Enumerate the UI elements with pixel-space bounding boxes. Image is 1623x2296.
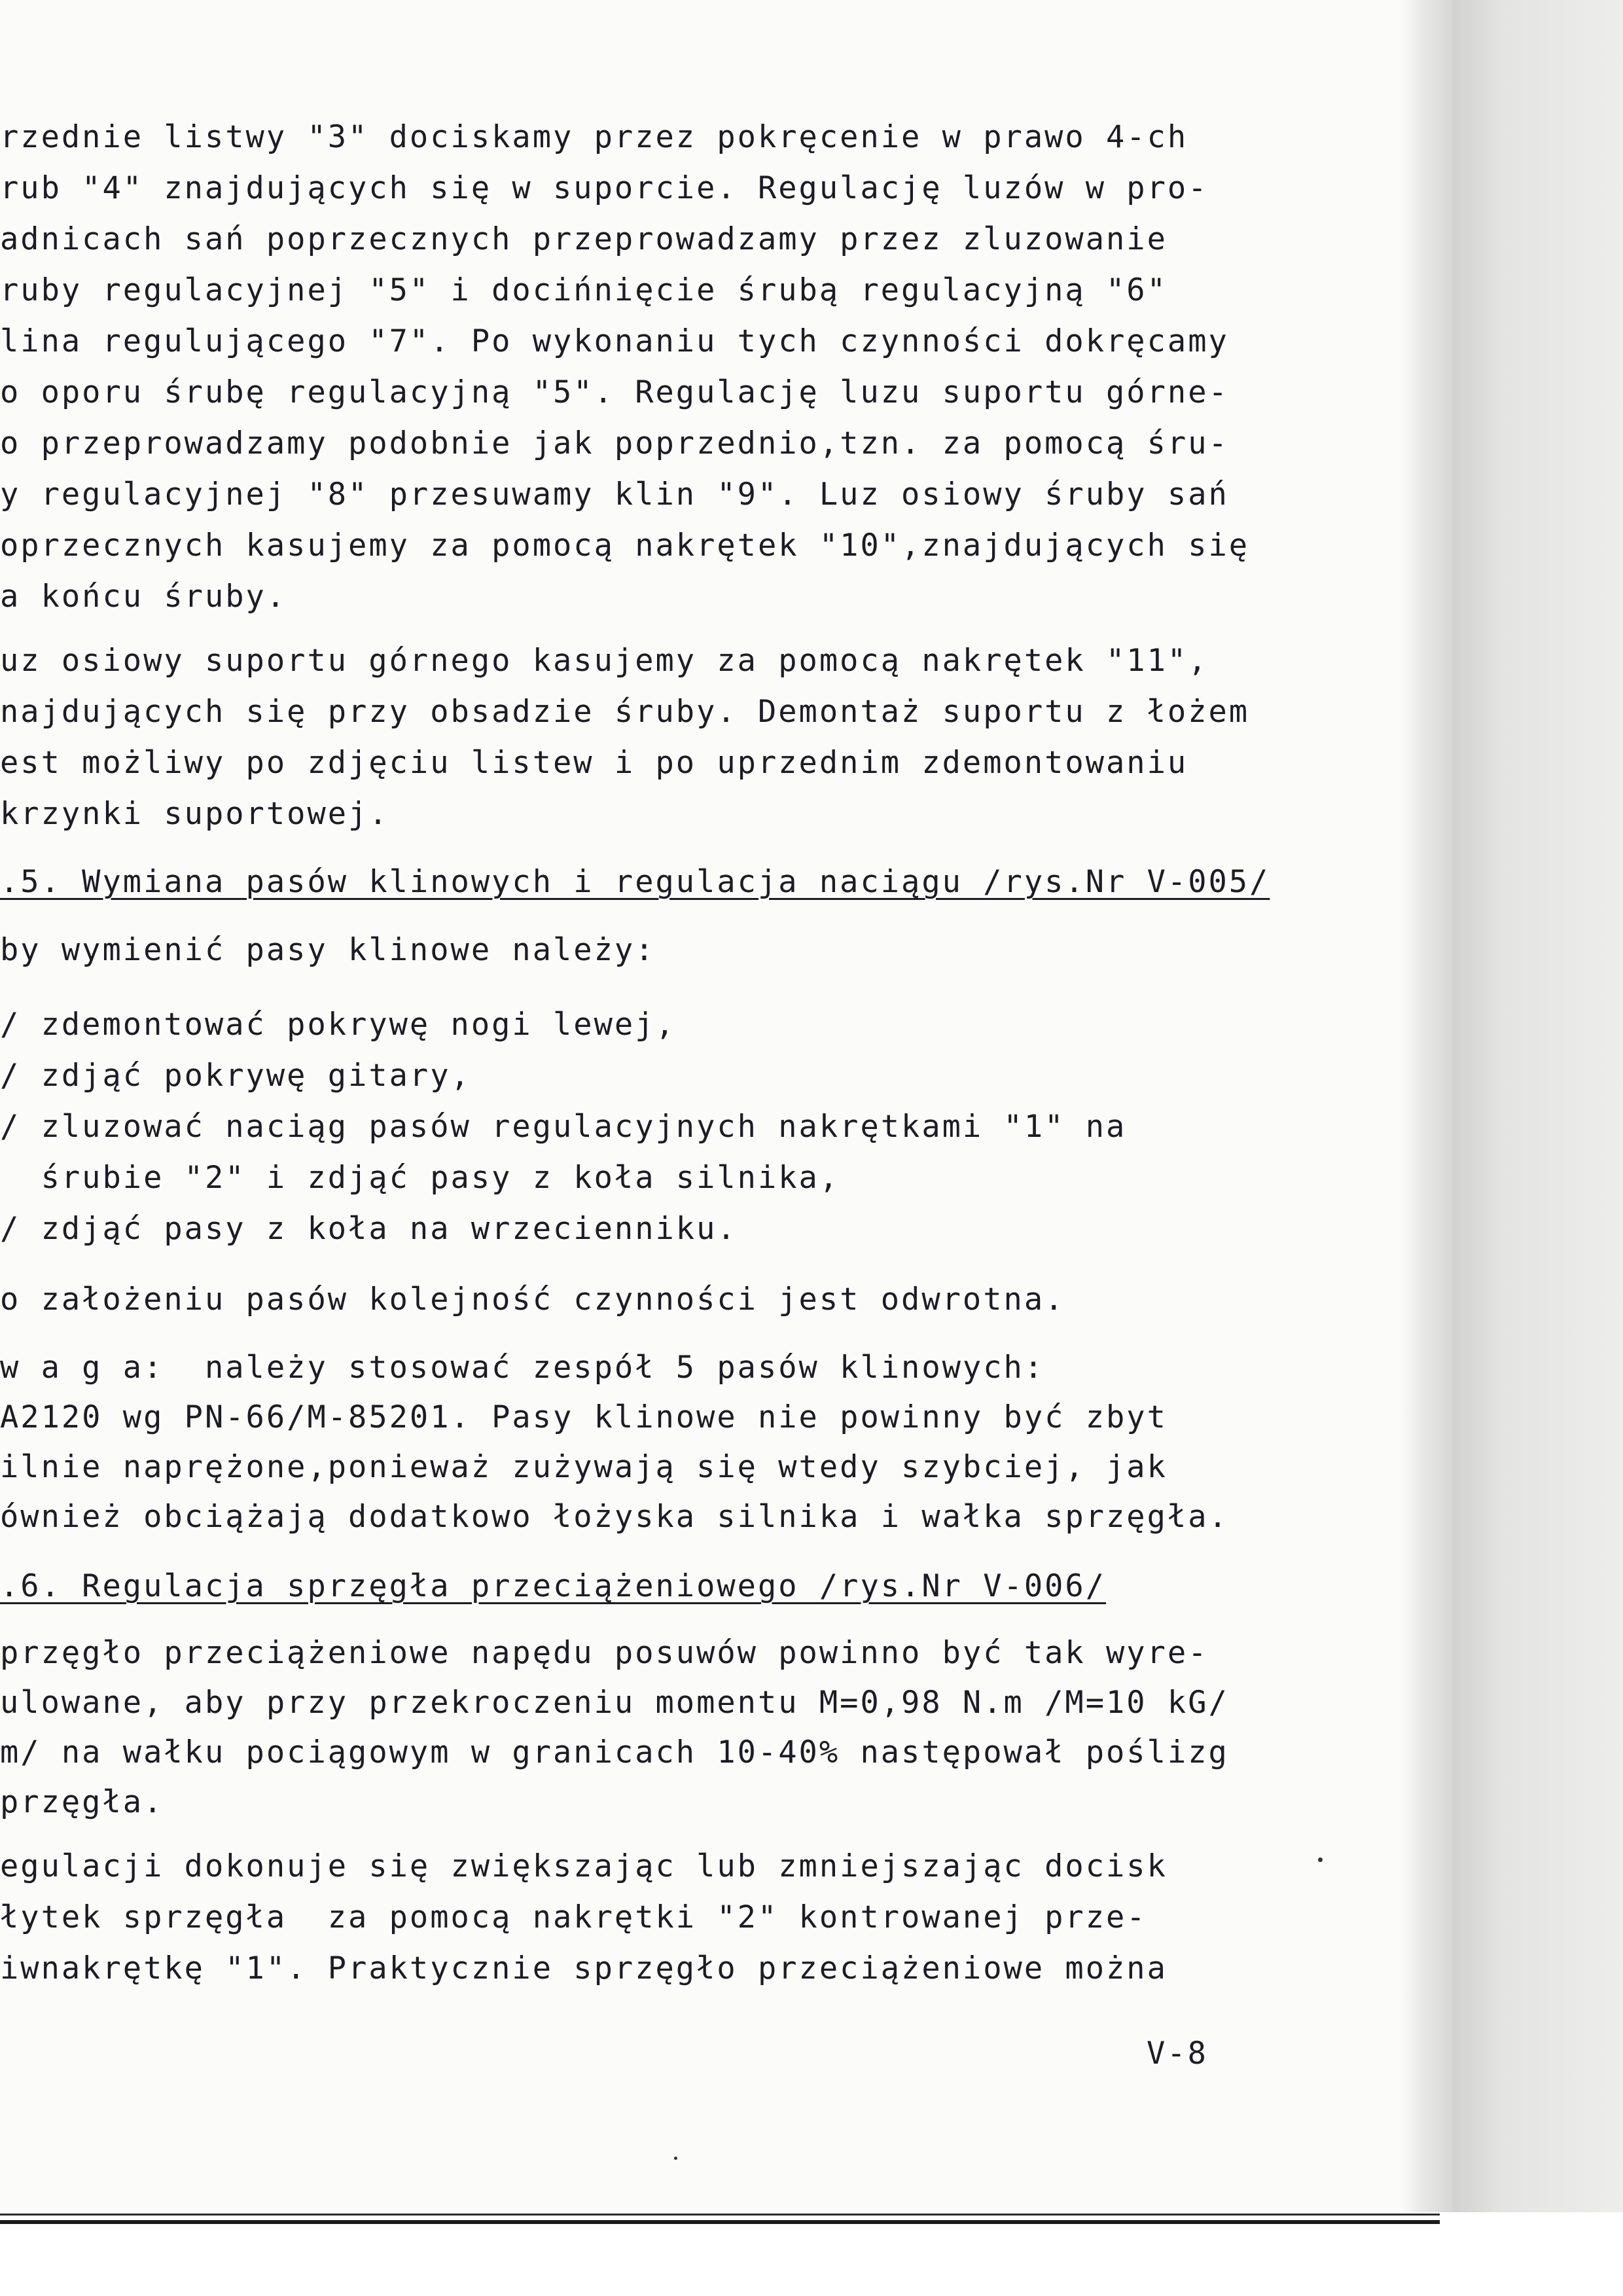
text-line: o założeniu pasów kolejność czynności jest odwrotna.	[0, 1282, 1065, 1318]
text-line: m/ na wałku pociągowym w granicach 10-40% następował poślizg	[0, 1734, 1229, 1770]
scan-speck	[1318, 1857, 1323, 1862]
section-heading-5: .5. Wymiana pasów klinowych i regulacja naciągu /rys.Nr V-005/	[0, 864, 1270, 900]
scan-edge-line-thick	[0, 2220, 1440, 2224]
scan-speck	[674, 2157, 677, 2160]
note-line: w a g a: należy stosować zespół 5 pasów klinowych:	[0, 1350, 1045, 1386]
facing-page-edge	[1453, 0, 1623, 2296]
text-line: A2120 wg PN-66/M-85201. Pasy klinowe nie powinny być zbyt	[0, 1399, 1168, 1435]
scan-edge-line	[0, 2214, 1440, 2215]
text-line: a końcu śruby.	[0, 579, 287, 615]
text-line: egulacji dokonuje się zwiększając lub zmniejszając docisk	[0, 1848, 1168, 1884]
text-line: oprzecznych kasujemy za pomocą nakrętek "10",znajdujących się	[0, 528, 1250, 564]
list-item: / zdjąć pokrywę gitary,	[0, 1058, 471, 1094]
text-line: przęgło przeciążeniowe napędu posuwów powinno być tak wyre-	[0, 1635, 1209, 1671]
text-line: ównież obciążają dodatkowo łożyska silnika i wałka sprzęgła.	[0, 1499, 1229, 1535]
text-line: krzynki suportowej.	[0, 796, 389, 832]
text-line: adnicach sań poprzecznych przeprowadzamy przez zluzowanie	[0, 221, 1168, 257]
text-line: przęgła.	[0, 1784, 164, 1820]
list-item: / zluzować naciąg pasów regulacyjnych nakrętkami "1" na	[0, 1109, 1127, 1145]
list-item: / zdemontować pokrywę nogi lewej,	[0, 1007, 676, 1043]
text-line: y regulacyjnej "8" przesuwamy klin "9". Luz osiowy śruby sań	[0, 476, 1229, 512]
page-number: V-8	[1147, 2036, 1208, 2072]
text-line: najdujących się przy obsadzie śruby. Demontaż suportu z łożem	[0, 694, 1250, 730]
text-line: ilnie naprężone,ponieważ zużywają się wtedy szybciej, jak	[0, 1449, 1168, 1485]
text-line: o przeprowadzamy podobnie jak poprzednio,tzn. za pomocą śru-	[0, 425, 1229, 461]
section-heading-6: .6. Regulacja sprzęgła przeciążeniowego /rys.Nr V-006/	[0, 1568, 1107, 1604]
text-line: lina regulującego "7". Po wykonaniu tych czynności dokręcamy	[0, 323, 1229, 359]
text-line: est możliwy po zdjęciu listew i po uprzednim zdemontowaniu	[0, 745, 1188, 781]
book-gutter-shadow	[1400, 0, 1453, 2296]
scan-bottom-margin	[0, 2212, 1623, 2296]
text-line: iwnakrętkę "1". Praktycznie sprzęgło przeciążeniowe można	[0, 1950, 1168, 1986]
list-item-continuation: śrubie "2" i zdjąć pasy z koła silnika,	[0, 1160, 840, 1196]
list-item: / zdjąć pasy z koła na wrzecienniku.	[0, 1211, 738, 1247]
text-line: łytek sprzęgła za pomocą nakrętki "2" kontrowanej prze-	[0, 1899, 1147, 1935]
text-line: o oporu śrubę regulacyjną "5". Regulację luzu suportu górne-	[0, 374, 1229, 410]
text-line: rub "4" znajdujących się w suporcie. Regulację luzów w pro-	[0, 170, 1209, 206]
text-line: ulowane, aby przy przekroczeniu momentu M=0,98 N.m /M=10 kG/	[0, 1685, 1229, 1721]
text-line: uz osiowy suportu górnego kasujemy za pomocą nakrętek "11",	[0, 643, 1209, 679]
text-line: ruby regulacyjnej "5" i docińnięcie śrubą regulacyjną "6"	[0, 272, 1168, 308]
text-line: by wymienić pasy klinowe należy:	[0, 932, 656, 968]
text-line: rzednie listwy "3" dociskamy przez pokręcenie w prawo 4-ch	[0, 119, 1188, 155]
